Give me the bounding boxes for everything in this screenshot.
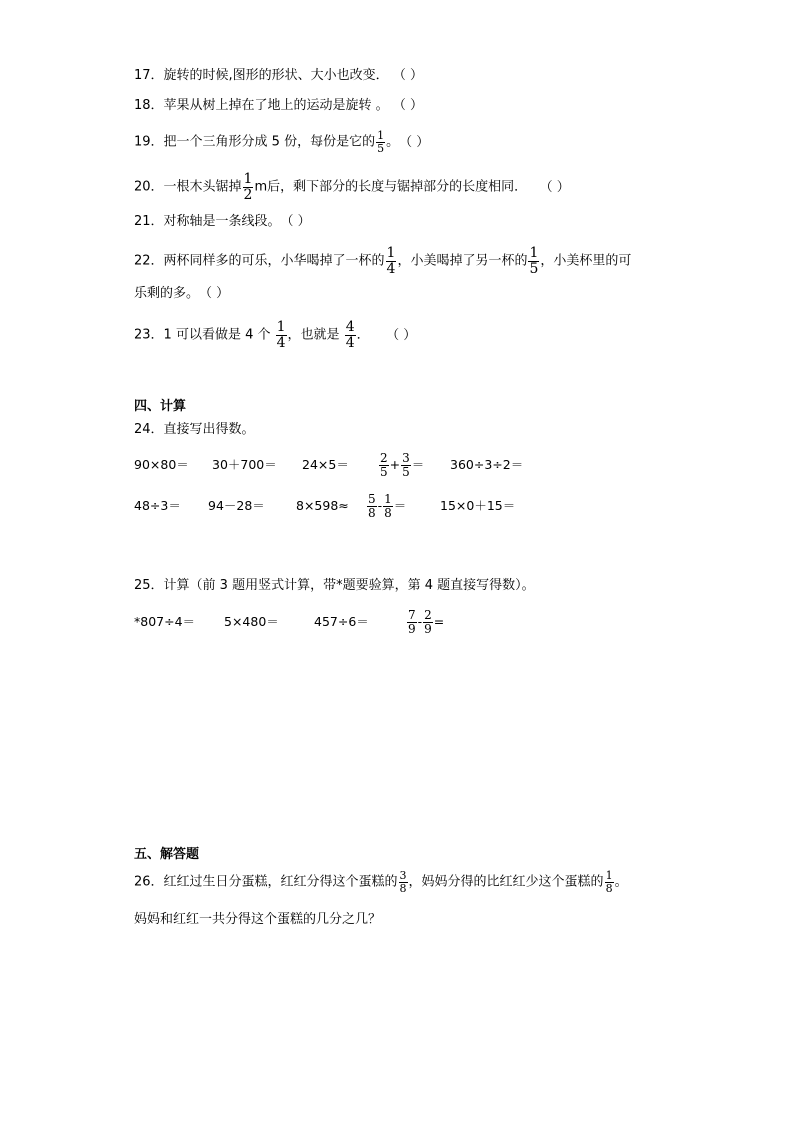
answer-paren-17[interactable]: （ ） <box>392 68 423 83</box>
calc-fraction-expression <box>406 602 444 642</box>
fraction-two-ninths <box>423 609 433 635</box>
equals-sign: ＝ <box>411 457 425 472</box>
calc-item: 48÷3＝ <box>134 498 181 513</box>
calc-fraction-expression <box>366 486 406 526</box>
fraction-numerator: 4 <box>345 319 355 335</box>
fraction-numerator: 1 <box>529 245 539 261</box>
calc-fraction-expression <box>378 445 424 485</box>
calc-item: *807÷4＝ <box>134 614 196 629</box>
question-26-line2: 妈妈和红红一共分得这个蛋糕的几分之几？ <box>134 912 382 927</box>
operator: - <box>417 614 423 629</box>
calc-item: 90×80＝ <box>134 457 189 472</box>
fraction-denominator: 8 <box>399 881 407 895</box>
fraction-denominator: 9 <box>424 622 432 636</box>
question-25-prompt: 25．计算（前 3 题用竖式计算，带*题要验算，第 4 题直接写得数）。 <box>134 578 535 593</box>
question-19 <box>134 130 429 154</box>
question-17 <box>134 64 423 88</box>
operator: + <box>389 457 401 472</box>
answer-paren-22[interactable]: （ ） <box>199 286 230 301</box>
question-22-text-a: 22．两杯同样多的可乐，小华喝掉了一杯的 <box>134 253 385 269</box>
operator: - <box>377 498 383 513</box>
unit-meter: m <box>254 179 268 195</box>
calc-item: 15×0＋15＝ <box>440 498 516 513</box>
section-4-title: 四、计算 <box>134 399 187 414</box>
fraction-denominator: 8 <box>368 506 376 520</box>
question-26 <box>134 870 628 894</box>
question-23-suffix: ． <box>356 327 370 343</box>
fraction-one-eighth <box>605 870 614 894</box>
fraction-numerator: 7 <box>408 608 416 623</box>
answer-paren-20[interactable]: （ ） <box>539 179 570 195</box>
fraction-one-quarter <box>276 320 287 350</box>
question-22-text-b: ，小美喝掉了另一杯的 <box>397 253 528 269</box>
fraction-denominator: 8 <box>605 881 613 895</box>
question-23-text-a: 23．1 可以看做是 4 个 <box>134 327 271 343</box>
answer-paren-19[interactable]: （ ） <box>399 134 430 150</box>
fraction-numerator: 2 <box>380 451 388 466</box>
question-22-text-c: ，小美杯里的可 <box>540 253 632 269</box>
fraction-denominator: 4 <box>276 334 286 351</box>
fraction-denominator: 4 <box>386 260 396 277</box>
fraction-numerator: 1 <box>386 245 396 261</box>
fraction-denominator: 5 <box>377 141 385 155</box>
calc-item: 8×598≈ <box>296 498 349 513</box>
fraction-denominator: 5 <box>529 260 539 277</box>
fraction-three-fifths <box>401 452 411 478</box>
fraction-denominator: 2 <box>243 186 253 203</box>
section-5-title: 五、解答题 <box>134 847 200 862</box>
calc-item: 30＋700＝ <box>212 457 277 472</box>
question-20-text: 20．一根木头锯掉 <box>134 179 242 195</box>
calc-item: 360÷3÷2＝ <box>450 457 524 472</box>
equals-sign: = <box>433 614 445 629</box>
fraction-one-quarter <box>386 246 397 276</box>
fraction-numerator: 1 <box>243 171 253 187</box>
question-19-text: 19．把一个三角形分成 5 份，每份是它的 <box>134 134 376 150</box>
fraction-numerator: 5 <box>368 492 376 507</box>
fraction-one-fifth <box>376 130 385 154</box>
fraction-five-eighths <box>367 493 377 519</box>
fraction-two-fifths <box>379 452 389 478</box>
fraction-one-fifth <box>528 246 539 276</box>
question-26-text-c: 。 <box>614 874 628 890</box>
fraction-denominator: 8 <box>384 506 392 520</box>
fraction-numerator: 1 <box>384 492 392 507</box>
question-26-text-a: 26．红红过生日分蛋糕，红红分得这个蛋糕的 <box>134 874 398 890</box>
question-20 <box>134 171 570 203</box>
answer-paren-18[interactable]: （ ） <box>392 98 423 113</box>
fraction-numerator: 1 <box>377 129 385 142</box>
fraction-three-eighths <box>399 870 408 894</box>
fraction-denominator: 9 <box>408 622 416 636</box>
fraction-numerator: 2 <box>424 608 432 623</box>
question-21-text: 21．对称轴是一条线段。 <box>134 214 281 229</box>
fraction-one-half <box>243 172 254 202</box>
question-18 <box>134 94 423 118</box>
answer-paren-23[interactable]: （ ） <box>386 327 417 343</box>
question-23 <box>134 319 417 351</box>
fraction-seven-ninths <box>407 609 417 635</box>
fraction-one-eighth <box>383 493 393 519</box>
question-26-text-b: ，妈妈分得的比红红少这个蛋糕的 <box>408 874 604 890</box>
question-22-line2-text: 乐剩的多。 <box>134 286 200 301</box>
question-19-suffix: 。 <box>386 134 400 150</box>
question-20-suffix: 后，剩下部分的长度与锯掉部分的长度相同． <box>267 179 528 195</box>
question-23-text-b: ，也就是 <box>287 327 340 343</box>
question-24-prompt: 24．直接写出得数。 <box>134 422 255 437</box>
equals-sign: ＝ <box>393 498 407 513</box>
calc-item: 457÷6＝ <box>314 614 369 629</box>
fraction-numerator: 3 <box>402 451 410 466</box>
fraction-denominator: 4 <box>345 334 355 351</box>
question-17-text: 17．旋转的时候,图形的形状、大小也改变． <box>134 68 389 83</box>
calc-item: 24×5＝ <box>302 457 349 472</box>
calc-item: 94－28＝ <box>208 498 265 513</box>
answer-paren-21[interactable]: （ ） <box>280 214 311 229</box>
question-21 <box>134 210 311 234</box>
question-22-line2 <box>134 282 229 306</box>
calc-item: 5×480＝ <box>224 614 279 629</box>
question-18-text: 18．苹果从树上掉在了地上的运动是旋转 。 <box>134 98 389 113</box>
fraction-four-quarters <box>345 320 356 350</box>
fraction-denominator: 5 <box>402 465 410 479</box>
fraction-numerator: 1 <box>276 319 286 335</box>
question-22 <box>134 245 632 277</box>
fraction-numerator: 3 <box>399 869 407 882</box>
fraction-denominator: 5 <box>380 465 388 479</box>
fraction-numerator: 1 <box>605 869 613 882</box>
